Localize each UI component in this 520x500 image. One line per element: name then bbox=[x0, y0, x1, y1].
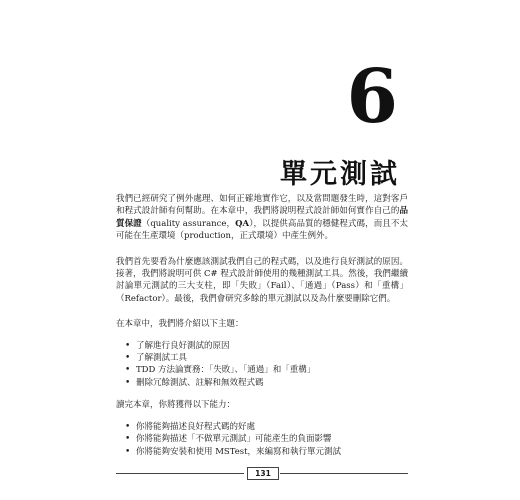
intro-paragraph-2: 我們首先要看為什麼應該測試我們自己的程式碼，以及進行良好測試的原因。接著，我們將說明可供 C# 程式設計師使用的幾種測試工具。然後，我們繼續討論單元測試的三大支柱，即「失敗」（Fail）、「通過」（Pass）和「重構」（Refactor）。最後，我們會研究多餘的單元測試以及為什麼要刪除它們。 bbox=[116, 256, 408, 304]
page-footer bbox=[116, 467, 408, 479]
list-item: • 你將能夠描述「不做單元測試」可能產生的負面影響 bbox=[134, 433, 408, 445]
footer-rule-right bbox=[280, 473, 408, 474]
list-item: • TDD 方法論實務：「失敗」、「通過」和「重構」 bbox=[134, 364, 408, 376]
chapter-body bbox=[116, 193, 408, 468]
topics-list bbox=[116, 340, 408, 390]
intro-bold-term: 品質保證 bbox=[116, 206, 408, 229]
list-item: • 你將能夠描述良好程式碼的好處 bbox=[134, 421, 408, 433]
chapter-number: 6 bbox=[346, 54, 398, 140]
skills-list bbox=[116, 421, 408, 458]
intro-text: ），以提供高品質的穩健程式碼，而且不太可能在生產環境（production，正式環境）中產生例外。 bbox=[116, 218, 408, 242]
intro-text: 我們已經研究了例外處理、如何正確地實作它，以及當問題發生時，這對客戶和程式設計師有何幫助。在本章中，我們將說明程式設計師如何實作自己的 bbox=[116, 194, 408, 217]
intro-text: （quality assurance， bbox=[141, 218, 236, 229]
chapter-title: 單元測試 bbox=[280, 159, 400, 190]
footer-rule-left bbox=[116, 473, 244, 474]
page-number: 131 bbox=[247, 467, 279, 480]
skills-heading: 讀完本章，你將獲得以下能力： bbox=[116, 400, 236, 411]
list-item: • 了解進行良好測試的原因 bbox=[134, 340, 408, 352]
intro-paragraph-1 bbox=[116, 193, 408, 243]
intro-bold-term: QA bbox=[235, 218, 250, 229]
list-item: • 刪除冗餘測試、註解和無效程式碼 bbox=[134, 377, 408, 389]
topics-heading: 在本章中，我們將介紹以下主題： bbox=[116, 319, 244, 330]
list-item: • 你將能夠安裝和使用 MSTest，來編寫和執行單元測試 bbox=[134, 446, 408, 458]
list-item: • 了解測試工具 bbox=[134, 352, 408, 364]
